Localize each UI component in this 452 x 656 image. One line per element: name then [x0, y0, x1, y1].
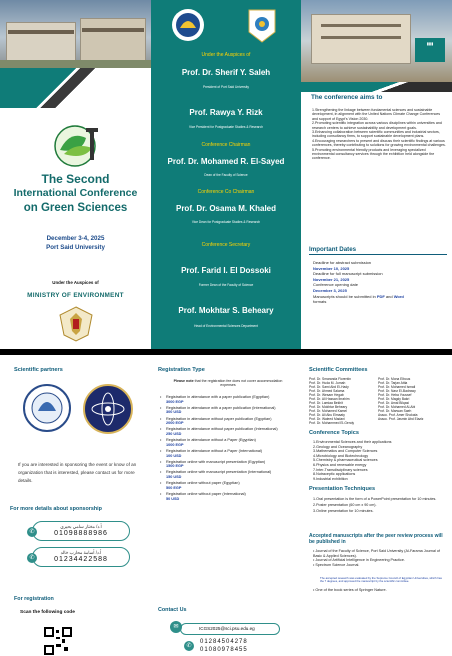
aim-item: 5.Promoting environmental friendly products and leveraging specialized environmental consultancy services through the exhibition held alongside the conference. — [312, 147, 435, 161]
aim-item: 2.Promoting scientific integration across various disciplines within universities and research centers to achieve sustainability and development goals. — [312, 121, 442, 130]
accepted-heading: Accepted manuscripts after the peer review process will be published in — [309, 533, 443, 545]
opening-label: Conference opening date — [313, 282, 358, 288]
secretary-heading: Conference Secretary — [201, 242, 251, 248]
full-deadline-date: November 21, 2025 — [313, 276, 350, 282]
committee-member: Assoc. Prof. Amer Shokata — [378, 413, 418, 417]
registration-item: • Registration online without paper (International) 50 USD — [160, 492, 298, 501]
cover-venue: Port Said University — [46, 244, 105, 251]
sponsorship-heading: For more details about sponsorship — [10, 506, 102, 512]
psu-logo-icon — [171, 8, 205, 42]
topics-list — [313, 440, 447, 481]
partner1-logo-icon — [22, 383, 72, 433]
cover-title-line3: on Green Sciences — [23, 202, 128, 214]
registration-item: • Registration in attendance without paper publication (International) 250 USD — [160, 427, 298, 436]
committee-member: Prof. Dr. Mona Elbous — [378, 377, 411, 381]
aim-item: 4.Encouraging researchers to present and discuss their scientific findings at various conferences, thereby contributing to solutions for growing environmental challenges. — [312, 138, 446, 148]
committee-member: Prof. Dr. Marwan Saeh — [378, 409, 412, 413]
scan-label: Scan the following code — [20, 610, 75, 615]
presentation-item: 2.Poster presentation (60 cm x 90 cm). — [313, 503, 377, 507]
registration-price: 250 USD — [166, 431, 182, 436]
journal-item: • Journal of Artificial Intelligence in Engineering Practice. — [313, 558, 405, 563]
topic-item: 4.Microbiology and Biotechnology — [313, 453, 369, 458]
committee-member: Prof. Dr. Ali Hassan Ibrahim — [309, 397, 350, 401]
partners-heading: Scientific partners — [14, 367, 63, 373]
topic-item: 7.Inter-Transdisciplinary sciences — [313, 467, 368, 472]
cover-title-line2: International Conference — [13, 187, 138, 199]
cochair-heading: Conference Co Chairman — [197, 189, 255, 195]
contact-phone-1[interactable]: 01284504278 — [200, 639, 248, 645]
registration-item: • Registration online without paper (Egyptian) 500 EGP — [160, 481, 298, 490]
committee-member: Assoc. Prof. Jasmin Abd Elaziz — [378, 417, 424, 421]
email-text[interactable]: ICGS2025@sci.psu.edu.eg — [199, 626, 255, 631]
cover-title-line1: The Second — [41, 172, 110, 186]
inner-sheet — [0, 355, 452, 656]
formats-line: Manuscripts should be submitted in PDF and Word — [313, 293, 404, 299]
registration-price: 2000 EGP — [166, 421, 184, 426]
registration-type-heading: Registration Type — [158, 367, 205, 373]
secretary1-title: Former Dean of the Faculty of Science — [198, 283, 254, 287]
topics-heading: Conference Topics — [309, 430, 359, 436]
faculty-building-photo — [0, 0, 151, 68]
important-dates-heading: Important Dates — [309, 246, 357, 253]
contact2-name: أ.د/ أسامة محارب خالد — [60, 550, 102, 555]
decorative-band — [0, 68, 151, 108]
topic-item: 6.Physics and renewable energy — [313, 462, 367, 467]
secretary1-name: Prof. Farid I. El Dossoki — [181, 266, 271, 275]
committee-member: Prof. Dr. Heba Youssef — [378, 393, 412, 397]
aims-list — [312, 108, 446, 161]
chairman-title: Dean of the Faculty of Science — [204, 173, 248, 177]
formats-line-end: formats — [313, 299, 327, 305]
secretary2-name: Prof. Mokhtar S. Beheary — [178, 306, 274, 315]
cover-panel — [0, 0, 151, 349]
conference-logo-icon — [40, 124, 110, 170]
contact1-name: أ.د/ مختار سامي بحيري — [60, 524, 102, 529]
contact1-card — [29, 521, 130, 541]
committee-member: Prof. Dr. Huda M. Jumah — [309, 381, 346, 385]
secretary2-title: Head of Environmental Sciences Department — [194, 324, 258, 328]
registration-item: • Registration in attendance without paper publication (Egyptian) 2000 EGP — [160, 417, 298, 426]
registration-item: • Registration in attendance without a Paper (Egyptian) 1000 EGP — [160, 438, 298, 447]
committee-member: Prof. Dr. Tarjan Attia — [378, 381, 408, 385]
journals-list — [313, 549, 447, 567]
cover-auspices-label: Under the Auspices of — [52, 280, 99, 285]
cover-ministry: MINISTRY OF ENVIRONMENT — [27, 292, 124, 299]
topic-item: 1.Environmental Sciences and their applications — [313, 440, 392, 444]
presentation-heading: Presentation Techniques — [309, 486, 376, 492]
cochair-name: Prof. Dr. Osama M. Khaled — [175, 204, 277, 213]
phone-icon: ✆ — [27, 527, 37, 537]
president-name: Prof. Dr. Sherif Y. Saleh — [181, 68, 271, 77]
committee-member: Prof. Dr. Smaranda Florentin — [309, 377, 351, 381]
registration-item: • Registration online with manuscript presentation (Egyptian) 1500 EGP — [160, 460, 298, 469]
committee-member: Prof. Dr. Amal Bilqasi — [378, 401, 409, 405]
journal-item: • Spectrum Science Journal. — [313, 562, 360, 567]
committee-member: Prof. Dr. Mohammed El-Gendy — [309, 421, 355, 425]
registration-item: • Registration in attendance with a paper publication (Egyptian) 3000 EGP — [160, 395, 298, 404]
chairman-heading: Conference Chairman — [201, 142, 251, 148]
aim-item: 3.Enhancing collaboration between scientific communities and industrial sectors, including consultancy firms, to support sustainable development plans. — [312, 130, 440, 139]
contact2-card — [29, 547, 130, 567]
registration-heading-left: For registration — [14, 596, 54, 602]
committee-member: Prof. Dr. Sami Abd El-Hady — [309, 385, 349, 389]
aims-heading: The conference aims to — [311, 94, 383, 101]
journal-item: • Journal of the Faculty of Science, Port Said University (Al-Farama Journal of Basic & Applied Sciences). — [313, 549, 440, 558]
auspices-heading: Under the Auspices of — [201, 52, 251, 58]
full-deadline-label: Deadline for full manuscript submission — [313, 271, 383, 277]
registration-price: 1000 EGP — [166, 442, 184, 447]
aim-item: 1.Strengthening the linkage between fundamental sciences and sustainable development, in alignment with the United Nations Climate Change Conferences and support of Egypt's Vision 2030. — [312, 108, 441, 121]
presentation-item: 3.Online presentation for 10 minutes. — [313, 509, 374, 513]
mail-icon: ✉ — [170, 621, 182, 633]
journal-note: The accepted research was evaluated by the Supreme Council of Egyptian Universities, which has the 7 degrees, and approved the manuscript by the scientific committee. — [320, 576, 442, 584]
chairman-name: Prof. Dr. Mohamed R. El-Sayed — [167, 157, 285, 166]
topic-item: 5.Chemistry & pharmaceutical sciences — [313, 458, 378, 463]
ministry-emblem-icon — [58, 305, 94, 343]
registration-price: 100 USD — [166, 453, 182, 458]
committee-member: Prof. Dr. Mokhtar Beheary — [309, 405, 348, 409]
topic-item: 2.Geology and Oceanography — [313, 444, 363, 449]
topic-item: 9.Industrial exhibition — [313, 476, 348, 481]
committee-member: Prof. Dr. Lamiaa Bekhit — [309, 401, 343, 405]
registration-item: • Registration in attendance without a Paper (International) 100 USD — [160, 449, 298, 458]
partner2-logo-icon — [82, 383, 134, 435]
contact2-phone[interactable]: 01234422588 — [54, 556, 108, 563]
topic-item: 3.Mathematics and Computer Sciences — [313, 449, 378, 454]
abstract-deadline-date: November 10, 2025 — [313, 265, 350, 271]
vice-president-name: Prof. Rawya Y. Rizk — [189, 108, 263, 117]
registration-list — [160, 395, 298, 503]
registration-price: 1500 EGP — [166, 464, 184, 469]
contact-heading: Contact Us — [158, 607, 187, 613]
committee-member: Prof. Dr. Waleed Madani — [309, 417, 345, 421]
vice-president-title: Vice President for Postgraduate Studies & Research — [188, 125, 263, 129]
qr-code-icon[interactable] — [44, 627, 72, 655]
committee-member: Prof. Dr. Nasr El-Badrawy — [378, 389, 416, 393]
registration-price: 500 EGP — [166, 485, 182, 490]
committee-member: Prof. Dr. Mohamed Kamel — [309, 409, 347, 413]
sponsor-text: If you are interested in sponsoring the event or know of an organization that is interested, please contact us for more details. — [18, 462, 137, 483]
committee-member: Prof. Dr. Ahmed Salama — [309, 389, 345, 393]
email-field[interactable] — [180, 623, 280, 635]
presentation-item: 1.Oral presentation is the form of a PowerPoint presentation for 10 minutes. — [313, 497, 437, 501]
registration-note: Please note that the registration fee does not cover accommodation expenses — [173, 379, 283, 388]
registration-price: 150 USD — [166, 475, 182, 480]
committee-member: Prof. Dr. Wesam Hegab — [309, 393, 344, 397]
committee-member: Prof. Dr. Ali Abu Elmaaty — [309, 413, 345, 417]
registration-item: • Registration online with manuscript presentation (International) 150 USD — [160, 470, 298, 479]
last-journal-item: • One of the book series of Springer Nature. — [313, 588, 387, 592]
registration-price: 50 USD — [166, 496, 180, 501]
committee-list-right — [378, 377, 450, 421]
dates-list — [313, 260, 447, 305]
committees-heading: Scientific Committees — [309, 367, 368, 373]
abstract-deadline-label: Deadline for abstract submission — [313, 260, 372, 265]
committee-member: Prof. Dr. Magdy Bakri — [378, 397, 410, 401]
opening-date: December 3, 2025 — [313, 287, 347, 293]
presentation-list — [313, 496, 447, 514]
committee-member: Prof. Dr. Mohamed Al-Abi — [378, 405, 416, 409]
campus-sign: ▮▮▮ — [415, 38, 445, 62]
committee-list-left — [309, 377, 379, 425]
registration-price: 300 USD — [166, 410, 182, 415]
campus-photo — [301, 0, 452, 82]
phone-icon: ✆ — [184, 641, 194, 651]
cochair-title: Vice Dean for Postgraduate Studies & Research — [191, 220, 261, 224]
registration-item: • Registration in attendance with a paper publication (International) 300 USD — [160, 406, 298, 415]
president-title: President of Port Said University — [203, 85, 249, 89]
committee-member: Prof. Dr. Mohamed Ismail — [378, 385, 416, 389]
faculty-science-logo-icon — [247, 8, 277, 44]
topic-item: 8.Nutraceptic applications — [313, 472, 356, 477]
cover-dates: December 3-4, 2025 — [46, 235, 105, 242]
contact1-phone[interactable]: 01098888986 — [54, 530, 108, 537]
registration-price: 3000 EGP — [166, 399, 184, 404]
phone-icon: ✆ — [27, 553, 37, 563]
contact-phone-2[interactable]: 01080978455 — [200, 647, 248, 653]
